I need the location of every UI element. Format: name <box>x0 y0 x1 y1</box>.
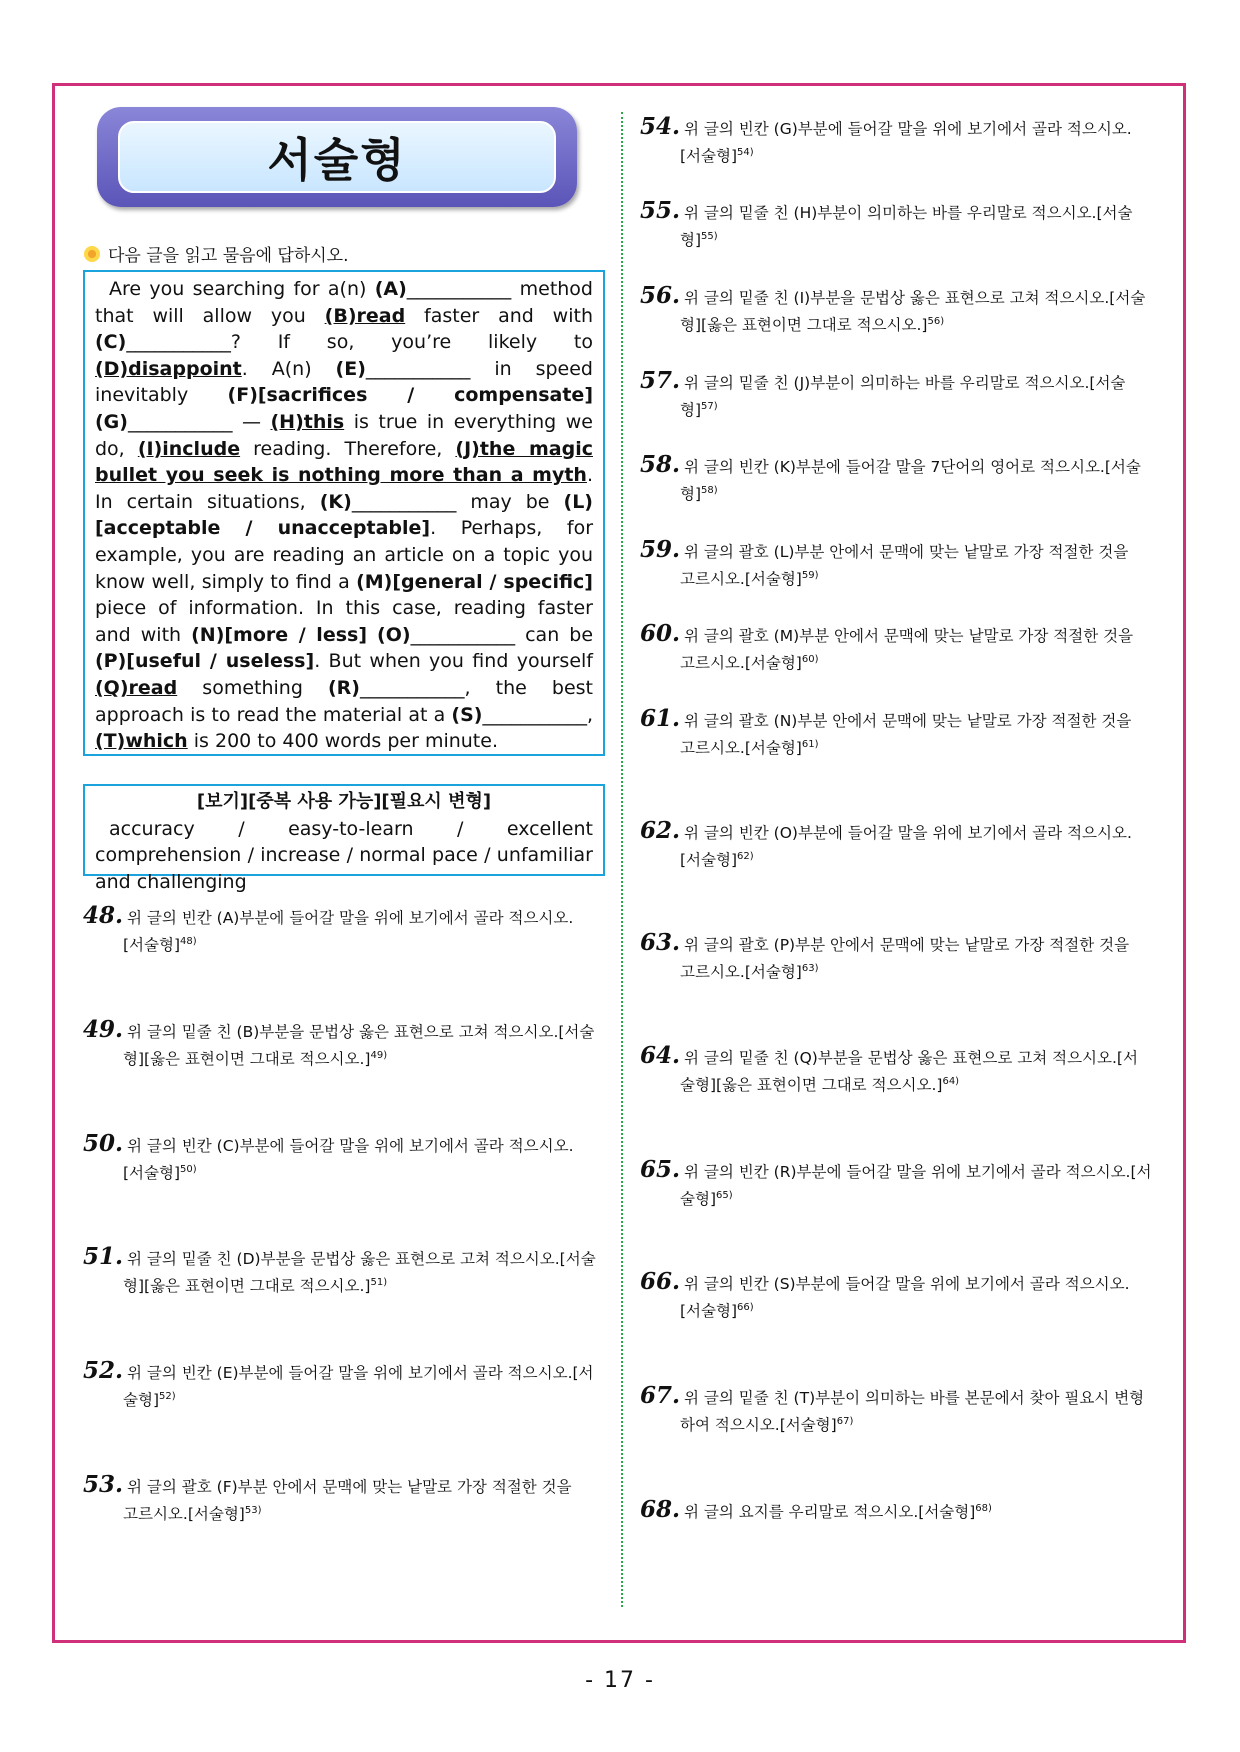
question-text: 위 글의 밑줄 친 (D)부분을 문법상 옳은 표현으로 고쳐 적으시오.[서술 <box>127 1250 596 1268</box>
question-text-cont: 고르시오.[서술형] <box>680 654 802 673</box>
question-66 <box>640 1270 1160 1323</box>
marker-C: (C) <box>95 331 127 354</box>
question-text: 위 글의 밑줄 친 (I)부분을 문법상 옳은 표현으로 고쳐 적으시오.[서술 <box>684 289 1146 307</box>
marker-G: (G) <box>95 410 128 433</box>
question-text-cont: 하여 적으시오.[서술형] <box>680 1416 837 1435</box>
question-58 <box>640 453 1160 506</box>
question-number: 58. <box>640 451 681 478</box>
footnote-ref: 62) <box>737 851 754 862</box>
footnote-ref: 55) <box>701 231 718 242</box>
footnote-ref: 63) <box>801 963 819 974</box>
question-number: 48. <box>83 902 124 929</box>
footnote-ref: 53) <box>244 1505 262 1516</box>
question-text: 위 글의 괄호 (N)부분 안에서 문맥에 맞는 낱말로 가장 적절한 것을 <box>684 712 1132 730</box>
question-text: 위 글의 요지를 우리말로 적으시오.[서술형] <box>684 1503 976 1522</box>
question-number: 60. <box>640 620 681 647</box>
question-number: 59. <box>640 536 681 563</box>
question-text: 위 글의 빈칸 (G)부분에 들어갈 말을 위에 보기에서 골라 적으시오. <box>684 120 1132 138</box>
question-53 <box>83 1473 603 1526</box>
question-text: 위 글의 밑줄 친 (H)부분이 의미하는 바를 우리말로 적으시오.[서술 <box>684 204 1133 222</box>
question-text: 위 글의 빈칸 (E)부분에 들어갈 말을 위에 보기에서 골라 적으시오.[서 <box>127 1364 594 1382</box>
question-number: 62. <box>640 817 681 844</box>
marker-D: (D)disappoint <box>95 357 242 380</box>
question-text-cont: 술형] <box>680 1190 716 1209</box>
question-text-cont: 고르시오.[서술형] <box>680 963 802 982</box>
question-64 <box>640 1044 1160 1097</box>
question-67 <box>640 1384 1160 1437</box>
question-text: 위 글의 빈칸 (K)부분에 들어갈 말을 7단어의 영어로 적으시오.[서술 <box>684 458 1141 476</box>
flower-icon <box>84 246 100 262</box>
footnote-ref: 57) <box>701 401 718 412</box>
question-text-cont: 형][옳은 표현이면 그대로 적으시오.] <box>123 1277 371 1296</box>
question-61 <box>640 707 1160 760</box>
footnote-ref: 61) <box>801 739 819 750</box>
marker-S: (S) <box>451 703 483 726</box>
question-number: 57. <box>640 367 681 394</box>
footnote-ref: 54) <box>737 147 754 158</box>
footnote-ref: 67) <box>836 1416 854 1427</box>
footnote-ref: 48) <box>180 936 197 947</box>
question-number: 66. <box>640 1268 681 1295</box>
question-49 <box>83 1018 603 1071</box>
footnote-ref: 49) <box>370 1050 388 1061</box>
question-number: 55. <box>640 197 681 224</box>
question-text: 위 글의 밑줄 친 (B)부분을 문법상 옳은 표현으로 고쳐 적으시오.[서술 <box>127 1023 595 1041</box>
question-number: 56. <box>640 282 681 309</box>
question-number: 68. <box>640 1496 681 1524</box>
marker-P: (P)[useful / useless] <box>95 650 315 673</box>
marker-T: (T)which <box>95 730 188 753</box>
passage-box: Are you searching for a(n) (A)___________ method that will allow you (B)read faster and with (C)___________? If so, you’re likely to (D)disappoint. A(n) (E)___________ in speed inevitably (F)[sacrifices / compensate] (G)___________ — (H)this is true in everything we do, (I)include reading. Therefore, (J)the magic bullet you seek is nothing more than a myth. In certain situations, (K)___________ may be (L)[acceptable / unacceptable]. Perhaps, for example, you are reading an article on a topic you know well, simply to find a (M)[general / specific] piece of information. In this case, reading faster and with (N)[more / less] (O)___________ can be (P)[useful / useless]. But when you find yourself (Q)read something (R)___________, the best approach is to read the material at a (S)___________, (T)which is 200 to 400 words per minute. <box>83 270 605 756</box>
question-text-cont: [서술형] <box>680 1302 738 1321</box>
instruction-text: 다음 글을 읽고 물음에 답하시오. <box>108 246 349 266</box>
question-text-cont: [서술형] <box>680 851 738 870</box>
footnote-ref: 68) <box>975 1503 992 1514</box>
question-54 <box>640 115 1160 168</box>
marker-N: (N)[more / less] <box>191 623 368 646</box>
marker-L: (L)[acceptable / unacceptable] <box>95 490 593 540</box>
footnote-ref: 65) <box>716 1190 733 1201</box>
question-text: 위 글의 밑줄 친 (Q)부분을 문법상 옳은 표현으로 고쳐 적으시오.[서 <box>684 1049 1138 1067</box>
question-text: 위 글의 괄호 (F)부분 안에서 문맥에 맞는 낱말로 가장 적절한 것을 <box>127 1478 572 1496</box>
section-title: 서술형 <box>267 133 407 187</box>
question-63 <box>640 931 1160 984</box>
question-68 <box>640 1497 1160 1524</box>
question-text: 위 글의 빈칸 (C)부분에 들어갈 말을 위에 보기에서 골라 적으시오. <box>127 1137 574 1155</box>
question-number: 50. <box>83 1130 124 1157</box>
question-text-cont: 고르시오.[서술형] <box>680 739 802 758</box>
question-text: 위 글의 괄호 (P)부분 안에서 문맥에 맞는 낱말로 가장 적절한 것을 <box>684 936 1130 954</box>
marker-M: (M)[general / specific] <box>356 570 593 593</box>
footnote-ref: 60) <box>801 654 819 665</box>
question-number: 49. <box>83 1016 124 1043</box>
question-65 <box>640 1158 1160 1211</box>
question-text: 위 글의 빈칸 (A)부분에 들어갈 말을 위에 보기에서 골라 적으시오. <box>127 909 574 927</box>
question-59 <box>640 538 1160 591</box>
question-60 <box>640 622 1160 675</box>
question-62 <box>640 819 1160 872</box>
footnote-ref: 52) <box>159 1391 176 1402</box>
question-number: 67. <box>640 1382 681 1409</box>
question-text: 위 글의 괄호 (L)부분 안에서 문맥에 맞는 낱말로 가장 적절한 것을 <box>684 543 1129 561</box>
question-50 <box>83 1132 603 1185</box>
page-number: - 17 - <box>585 1668 655 1693</box>
question-text: 위 글의 빈칸 (R)부분에 들어갈 말을 위에 보기에서 골라 적으시오.[서 <box>684 1163 1152 1181</box>
footnote-ref: 56) <box>927 316 945 327</box>
word-bank-heading: [보기][중복 사용 가능][필요시 변형] <box>196 791 492 812</box>
question-number: 64. <box>640 1042 681 1069</box>
word-bank-box <box>83 784 605 893</box>
column-divider <box>621 112 623 1607</box>
instruction <box>84 241 349 266</box>
question-text-cont: 형] <box>680 401 702 420</box>
question-text: 위 글의 괄호 (M)부분 안에서 문맥에 맞는 낱말로 가장 적절한 것을 <box>684 627 1134 645</box>
question-text: 위 글의 빈칸 (S)부분에 들어갈 말을 위에 보기에서 골라 적으시오. <box>684 1275 1130 1293</box>
marker-K: (K) <box>319 490 352 513</box>
footnote-ref: 66) <box>737 1302 754 1313</box>
marker-J: (J)the magic bullet you seek is nothing more than a myth <box>95 437 593 487</box>
footnote-ref: 50) <box>180 1164 197 1175</box>
question-text-cont: 고르시오.[서술형] <box>680 570 802 589</box>
question-text: 위 글의 밑줄 친 (T)부분이 의미하는 바를 본문에서 찾아 필요시 변형 <box>684 1389 1145 1407</box>
marker-E: (E) <box>335 357 366 380</box>
marker-F: (F)[sacrifices / compensate] <box>227 384 593 407</box>
question-text: 위 글의 빈칸 (O)부분에 들어갈 말을 위에 보기에서 골라 적으시오. <box>684 824 1132 842</box>
question-text-cont: [서술형] <box>680 147 738 166</box>
question-number: 54. <box>640 113 681 140</box>
footnote-ref: 51) <box>370 1277 388 1288</box>
question-text-cont: 술형] <box>123 1391 159 1410</box>
marker-B: (B)read <box>324 304 406 327</box>
marker-A: (A) <box>374 278 407 300</box>
footnote-ref: 58) <box>701 485 718 496</box>
question-56 <box>640 284 1160 337</box>
question-text-cont: [서술형] <box>123 1164 181 1183</box>
question-57 <box>640 369 1160 422</box>
question-number: 52. <box>83 1357 124 1384</box>
marker-I: (I)include <box>137 437 241 460</box>
question-text-cont: 고르시오.[서술형] <box>123 1505 245 1524</box>
question-number: 65. <box>640 1156 681 1183</box>
question-text-cont: 형][옳은 표현이면 그대로 적으시오.] <box>123 1050 371 1069</box>
word-bank-words: accuracy / easy-to-learn / excellent comprehension / increase / normal pace / unfamiliar and challenging <box>95 817 593 893</box>
marker-Q: (Q)read <box>95 676 178 699</box>
marker-H: (H)this <box>270 410 345 433</box>
question-48 <box>83 904 603 957</box>
question-number: 53. <box>83 1471 124 1498</box>
question-52 <box>83 1359 603 1412</box>
question-number: 51. <box>83 1243 124 1270</box>
question-text-cont: [서술형] <box>123 936 181 955</box>
question-55 <box>640 199 1160 252</box>
question-number: 63. <box>640 929 681 956</box>
footnote-ref: 59) <box>801 570 819 581</box>
question-text-cont: 형] <box>680 231 702 250</box>
question-text-cont: 형] <box>680 485 702 504</box>
question-text: 위 글의 밑줄 친 (J)부분이 의미하는 바를 우리말로 적으시오.[서술 <box>684 374 1126 392</box>
footnote-ref: 64) <box>942 1076 960 1087</box>
marker-R: (R) <box>327 676 360 699</box>
question-51 <box>83 1245 603 1298</box>
question-number: 61. <box>640 705 681 732</box>
title-panel <box>118 121 556 193</box>
question-text-cont: 형][옳은 표현이면 그대로 적으시오.] <box>680 316 928 335</box>
question-text-cont: 술형][옳은 표현이면 그대로 적으시오.] <box>680 1076 943 1095</box>
marker-O: (O) <box>377 623 411 646</box>
